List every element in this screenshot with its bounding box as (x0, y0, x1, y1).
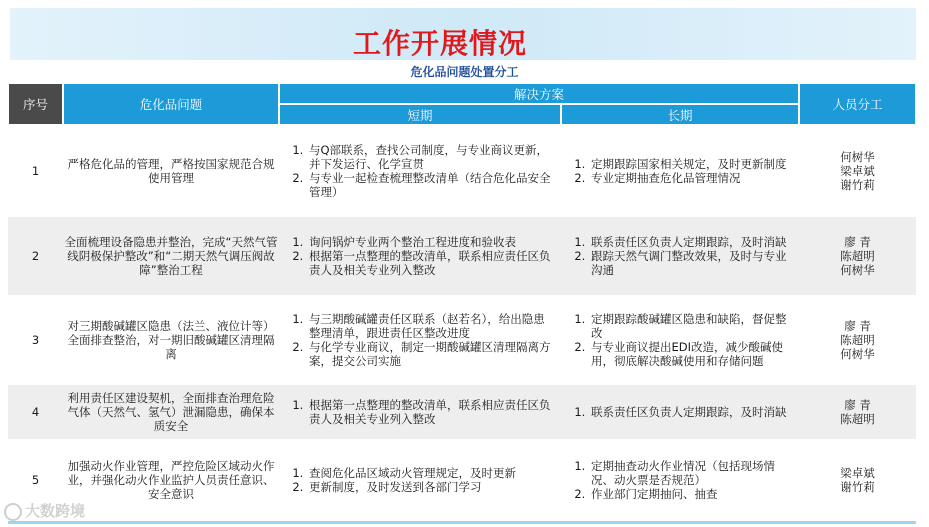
row-long (561, 381, 799, 439)
person-name: 何树华 (840, 150, 875, 164)
header-long: 长期 (561, 104, 799, 125)
assignment-table (8, 83, 916, 517)
watermark-text: 大数跨境 (25, 502, 86, 520)
header-seq: 序号 (8, 83, 63, 125)
short-item: 1. 询问锅炉专业两个整治工程进度和验收表 (307, 235, 555, 249)
person-name: 廖 青 (844, 319, 871, 333)
row-problem: 对三期酸碱罐区隐患（法兰、液位计等）全面排查整治，对一期旧酸碱罐区清理隔离 (63, 295, 279, 381)
short-item: 1. 与Q部联系，查找公司制度，与专业商议更新，并下发运行、化学宣贯 (307, 143, 555, 171)
person-name: 廖 青 (844, 235, 871, 249)
table-subtitle: 危化品问题处置分工 (410, 65, 519, 79)
person-name: 廖 青 (844, 398, 871, 412)
short-item: 2. 与专业一起检查梳理整改清单（结合危化品安全管理） (307, 171, 555, 199)
table-row (8, 295, 916, 381)
row-people (799, 439, 916, 517)
short-item: 2. 更新制度，及时发送到各部门学习 (307, 480, 555, 494)
person-name: 何树华 (840, 347, 875, 361)
row-problem: 加强动火作业管理，严控危险区域动火作业，并强化动火作业监护人员责任意识、安全意识 (63, 439, 279, 517)
long-item: 1. 联系责任区负责人定期跟踪，及时消缺 (589, 235, 793, 249)
row-people (799, 213, 916, 295)
row-short (279, 125, 561, 213)
long-item: 2. 作业部门定期抽问、抽查 (589, 487, 793, 501)
row-seq: 3 (8, 295, 63, 381)
watermark (4, 500, 85, 521)
watermark-logo-icon (4, 503, 22, 521)
short-item: 2. 根据第一点整理的整改清单，联系相应责任区负责人及相关专业列入整改 (307, 249, 555, 277)
person-name: 谢竹莉 (840, 480, 875, 494)
bottom-divider (8, 521, 916, 524)
row-problem: 严格危化品的管理，严格按国家规范合规使用管理 (63, 125, 279, 213)
person-name: 梁卓斌 (840, 164, 875, 178)
header-short: 短期 (279, 104, 561, 125)
header-people: 人员分工 (799, 83, 916, 125)
row-people (799, 295, 916, 381)
long-item: 1. 定期跟踪国家相关规定，及时更新制度 (589, 157, 793, 171)
row-long (561, 213, 799, 295)
long-item: 1. 定期跟踪酸碱罐区隐患和缺陷，督促整改 (589, 312, 793, 340)
person-name: 谢竹莉 (840, 178, 875, 192)
row-short (279, 295, 561, 381)
row-people (799, 125, 916, 213)
person-name: 陈超明 (840, 249, 875, 263)
long-item: 2. 与专业商议提出EDI改造，减少酸碱使用，彻底解决酸碱使用和存储问题 (589, 340, 793, 368)
person-name: 陈超明 (840, 412, 875, 426)
header-problem: 危化品问题 (63, 83, 279, 125)
row-long (561, 295, 799, 381)
table-row (8, 125, 916, 213)
short-item: 1. 根据第一点整理的整改清单，联系相应责任区负责人及相关专业列入整改 (307, 398, 555, 426)
row-problem: 全面梳理设备隐患并整治，完成“天然气管线阴极保护整改”和“二期天然气调压阀故障”整治工程 (63, 213, 279, 295)
row-problem: 利用责任区建设契机，全面排查治理危险气体（天然气、氢气）泄漏隐患，确保本质安全 (63, 381, 279, 439)
row-short (279, 439, 561, 517)
row-seq: 2 (8, 213, 63, 295)
short-item: 1. 与三期酸碱罐责任区联系（赵若名），给出隐患整理清单，跟进责任区整改进度 (307, 312, 555, 340)
person-name: 何树华 (840, 263, 875, 277)
person-name: 梁卓斌 (840, 466, 875, 480)
row-people (799, 381, 916, 439)
header-solution: 解决方案 (279, 83, 799, 104)
short-item: 2. 与化学专业商议，制定一期酸碱罐区清理隔离方案，提交公司实施 (307, 340, 555, 368)
long-item: 1. 定期抽查动火作业情况（包括现场情况、动火票是否规范） (589, 459, 793, 487)
table-row (8, 439, 916, 517)
long-item: 1. 联系责任区负责人定期跟踪，及时消缺 (589, 405, 793, 419)
person-name: 陈超明 (840, 333, 875, 347)
row-seq: 1 (8, 125, 63, 213)
long-item: 2. 专业定期抽查危化品管理情况 (589, 171, 793, 185)
table-row (8, 381, 916, 439)
row-seq: 4 (8, 381, 63, 439)
table-row (8, 213, 916, 295)
page-title: 工作开展情况 (352, 27, 527, 60)
row-long (561, 439, 799, 517)
row-long (561, 125, 799, 213)
row-seq: 5 (8, 439, 63, 517)
short-item: 1. 查阅危化品区域动火管理规定，及时更新 (307, 466, 555, 480)
row-short (279, 381, 561, 439)
long-item: 2. 跟踪天然气调门整改效果，及时与专业沟通 (589, 249, 793, 277)
row-short (279, 213, 561, 295)
